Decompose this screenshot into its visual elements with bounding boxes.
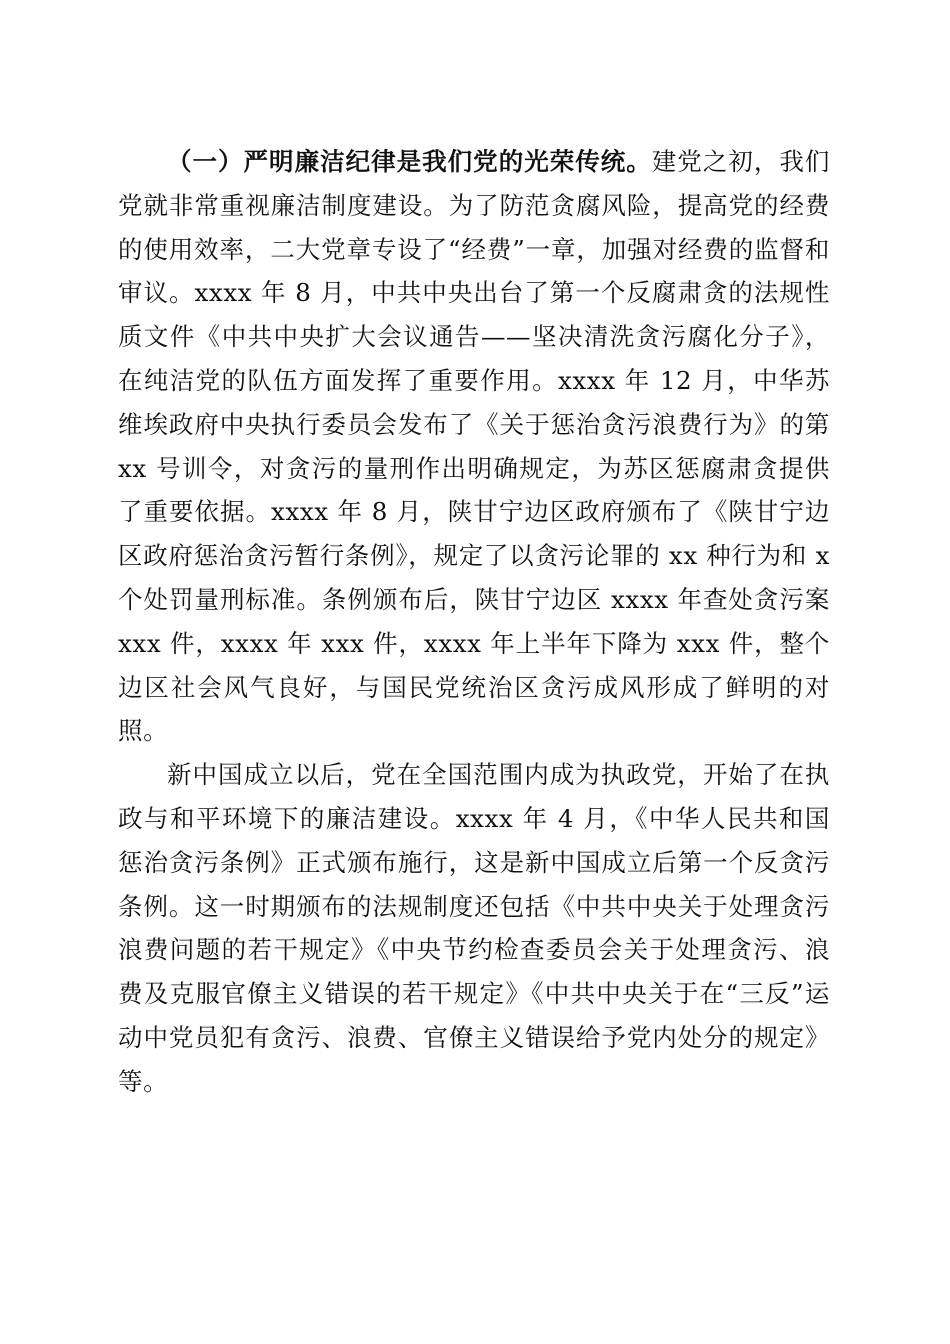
- paragraph-2: [118, 753, 830, 1103]
- paragraph-1-text: 建党之初，我们党就非常重视廉洁制度建设。为了防范贪腐风险，提高党的经费的使用效率，二大党章专设了“经费”一章，加强对经费的监督和审议。xxxx 年 8 月，中共中央出台了第一个反腐肃贪的法规性质文件《中共中央扩大会议通告——坚决清洗贪污腐化分子》，在纯洁党的队伍方面发挥了重要作用。xxxx 年 12 月，中华苏维埃政府中央执行委员会发布了《关于惩治贪污浪费行为》的第 xx 号训令，对贪污的量刑作出明确规定，为苏区惩腐肃贪提供了重要依据。xxxx 年 8 月，陕甘宁边区政府颁布了《陕甘宁边区政府惩治贪污暂行条例》，规定了以贪污论罪的 xx 种行为和 x 个处罚量刑标准。条例颁布后，陕甘宁边区 xxxx 年查处贪污案 xxx 件，xxxx 年 xxx 件，xxxx 年上半年下降为 xxx 件，整个边区社会风气良好，与国民党统治区贪污成风形成了鲜明的对照。: [118, 147, 830, 746]
- section-heading: （一）严明廉洁纪律是我们党的光荣传统。: [167, 147, 652, 176]
- document-body: [118, 140, 830, 1104]
- paragraph-2-text: 新中国成立以后，党在全国范围内成为执政党，开始了在执政与和平环境下的廉洁建设。xxxx 年 4 月，《中华人民共和国惩治贪污条例》正式颁布施行，这是新中国成立后第一个反贪污条例。这一时期颁布的法规制度还包括《中共中央关于处理贪污浪费问题的若干规定》《中央节约检查委员会关于处理贪污、浪费及克服官僚主义错误的若干规定》《中共中央关于在“三反”运动中党员犯有贪污、浪费、官僚主义错误给予党内处分的规定》等。: [118, 760, 830, 1096]
- paragraph-1: [118, 140, 830, 753]
